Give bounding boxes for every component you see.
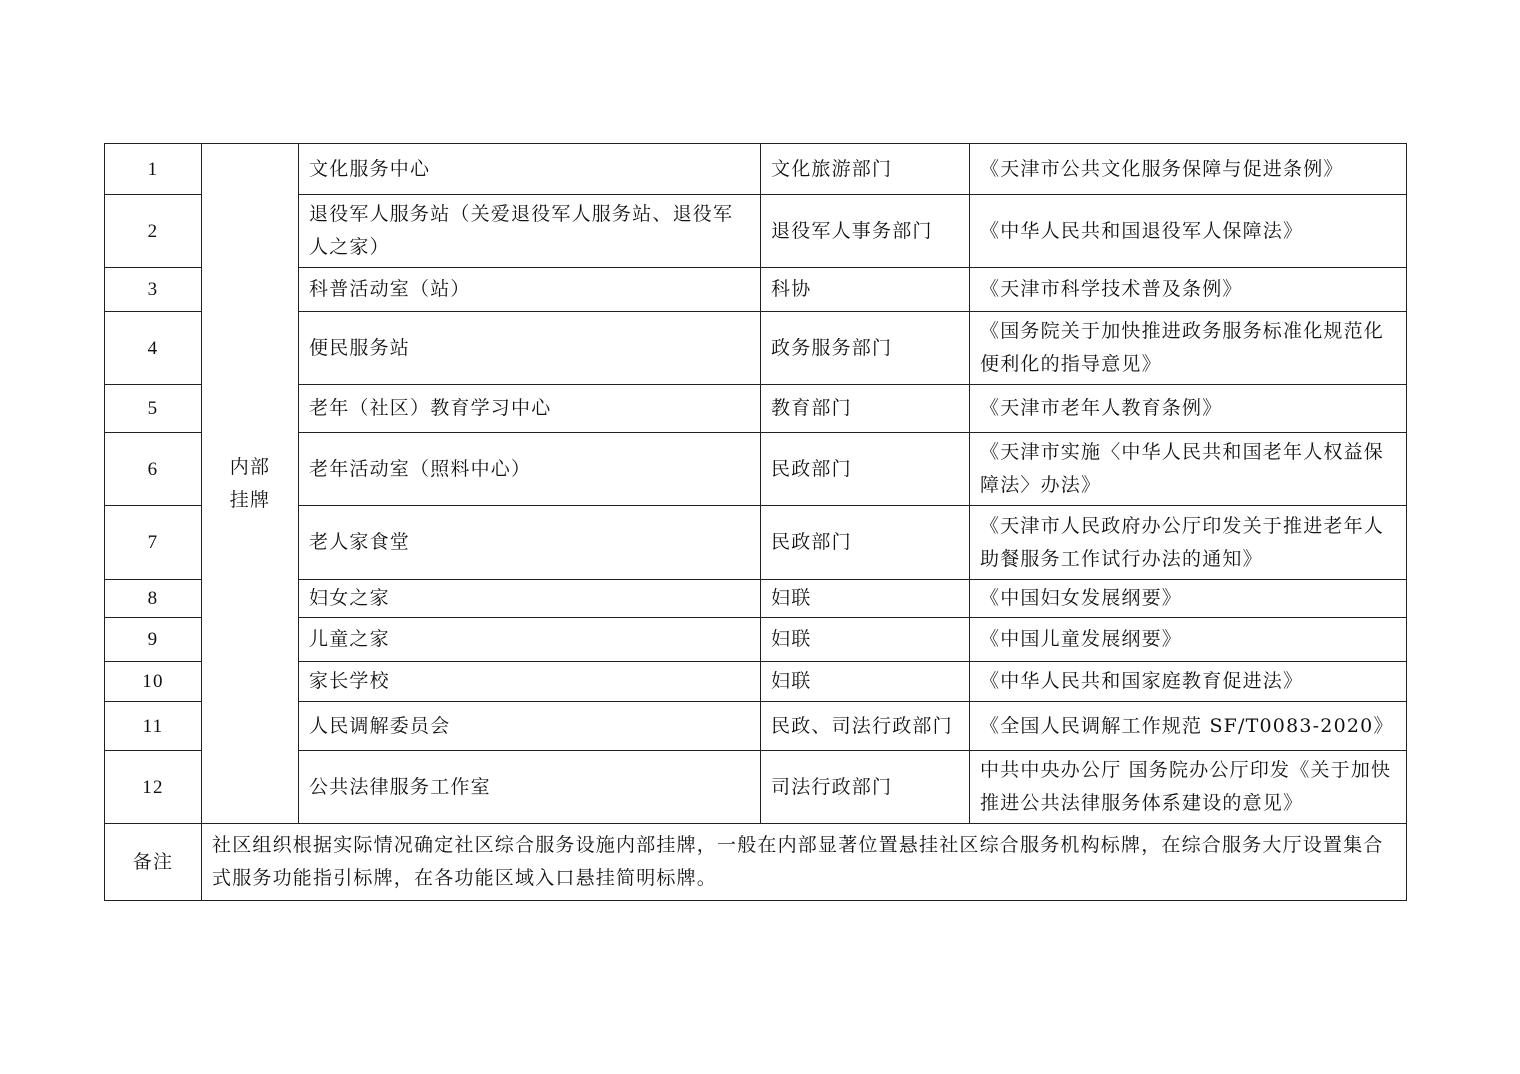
responsible-dept: 文化旅游部门 (761, 144, 970, 195)
table-row (105, 580, 1407, 618)
category-label-line2: 挂牌 (229, 488, 271, 511)
facility-name: 老年（社区）教育学习中心 (299, 385, 761, 433)
table-row (105, 195, 1407, 268)
legal-basis: 中共中央办公厅 国务院办公厅印发《关于加快推进公共法律服务体系建设的意见》 (970, 751, 1407, 824)
facility-name: 科普活动室（站） (299, 268, 761, 312)
facility-name: 退役军人服务站（关爱退役军人服务站、退役军人之家） (299, 195, 761, 268)
facility-name: 文化服务中心 (299, 144, 761, 195)
responsible-dept: 民政、司法行政部门 (761, 702, 970, 751)
responsible-dept: 民政部门 (761, 506, 970, 580)
row-number: 12 (105, 751, 202, 824)
legal-basis: 《中国妇女发展纲要》 (970, 580, 1407, 618)
table-row (105, 506, 1407, 580)
signage-table (104, 143, 1407, 901)
responsible-dept: 科协 (761, 268, 970, 312)
legal-basis: 《全国人民调解工作规范 SF/T0083-2020》 (970, 702, 1407, 751)
table-row (105, 144, 1407, 195)
responsible-dept: 民政部门 (761, 433, 970, 506)
row-number: 11 (105, 702, 202, 751)
row-number: 3 (105, 268, 202, 312)
table-row (105, 751, 1407, 824)
legal-basis: 《中华人民共和国家庭教育促进法》 (970, 662, 1407, 702)
table-row (105, 662, 1407, 702)
legal-basis: 《国务院关于加快推进政务服务标准化规范化便利化的指导意见》 (970, 312, 1407, 385)
row-number: 4 (105, 312, 202, 385)
remark-text: 社区组织根据实际情况确定社区综合服务设施内部挂牌，一般在内部显著位置悬挂社区综合服务机构标牌，在综合服务大厅设置集合式服务功能指引标牌，在各功能区域入口悬挂简明标牌。 (202, 824, 1407, 901)
responsible-dept: 教育部门 (761, 385, 970, 433)
row-number: 6 (105, 433, 202, 506)
table-row (105, 268, 1407, 312)
responsible-dept: 司法行政部门 (761, 751, 970, 824)
remark-label: 备注 (105, 824, 202, 901)
facility-name: 公共法律服务工作室 (299, 751, 761, 824)
legal-basis: 《天津市公共文化服务保障与促进条例》 (970, 144, 1407, 195)
category-label-line1: 内部 (229, 455, 271, 478)
legal-basis: 《天津市实施〈中华人民共和国老年人权益保障法〉办法》 (970, 433, 1407, 506)
facility-name: 老年活动室（照料中心） (299, 433, 761, 506)
table-row (105, 702, 1407, 751)
row-number: 2 (105, 195, 202, 268)
legal-basis: 《天津市科学技术普及条例》 (970, 268, 1407, 312)
responsible-dept: 退役军人事务部门 (761, 195, 970, 268)
table-row (105, 385, 1407, 433)
row-number: 5 (105, 385, 202, 433)
row-number: 10 (105, 662, 202, 702)
facility-name: 人民调解委员会 (299, 702, 761, 751)
responsible-dept: 政务服务部门 (761, 312, 970, 385)
table-row (105, 312, 1407, 385)
responsible-dept: 妇联 (761, 580, 970, 618)
facility-name: 便民服务站 (299, 312, 761, 385)
legal-basis: 《中华人民共和国退役军人保障法》 (970, 195, 1407, 268)
legal-basis: 《天津市老年人教育条例》 (970, 385, 1407, 433)
facility-name: 老人家食堂 (299, 506, 761, 580)
facility-name: 家长学校 (299, 662, 761, 702)
category-cell (202, 144, 299, 824)
legal-basis: 《中国儿童发展纲要》 (970, 618, 1407, 662)
legal-basis: 《天津市人民政府办公厅印发关于推进老年人助餐服务工作试行办法的通知》 (970, 506, 1407, 580)
table-row (105, 618, 1407, 662)
row-number: 9 (105, 618, 202, 662)
row-number: 7 (105, 506, 202, 580)
row-number: 1 (105, 144, 202, 195)
remark-row (105, 824, 1407, 901)
facility-name: 妇女之家 (299, 580, 761, 618)
row-number: 8 (105, 580, 202, 618)
responsible-dept: 妇联 (761, 618, 970, 662)
responsible-dept: 妇联 (761, 662, 970, 702)
table-row (105, 433, 1407, 506)
facility-name: 儿童之家 (299, 618, 761, 662)
